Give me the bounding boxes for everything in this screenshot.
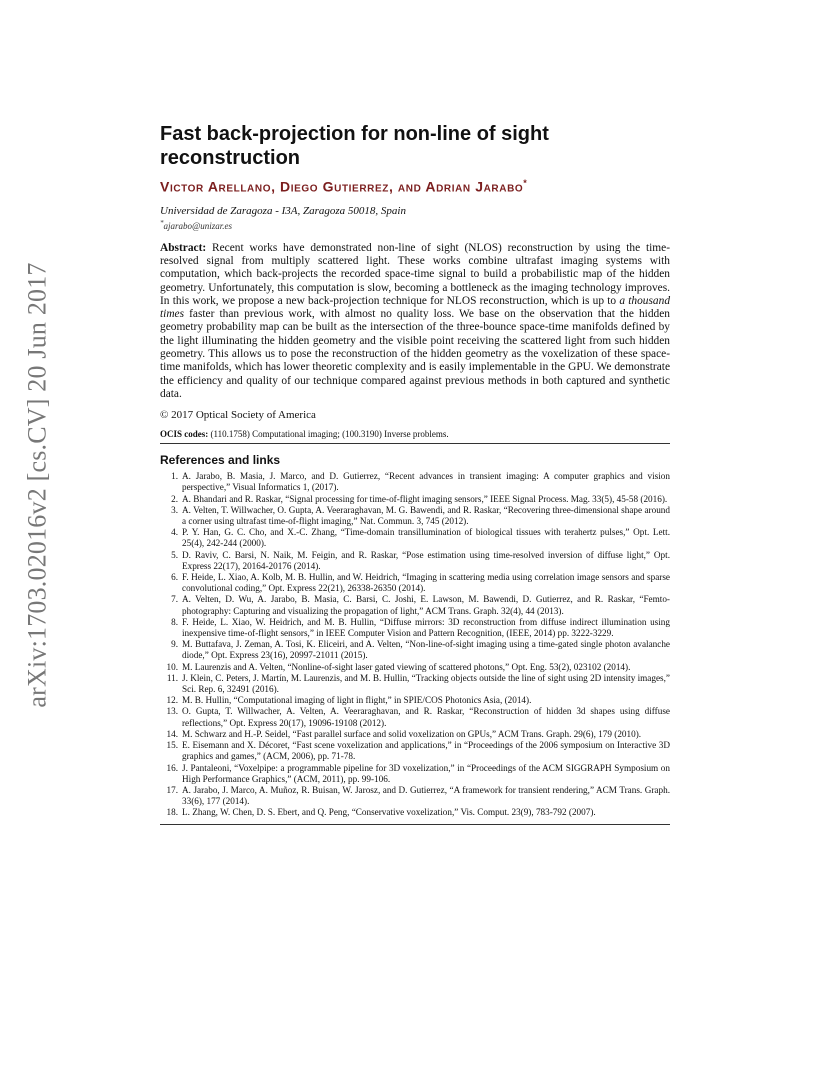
reference-item (160, 594, 670, 616)
reference-number: 7. (171, 594, 178, 605)
reference-text: A. Velten, D. Wu, A. Jarabo, B. Masia, C. Barsi, C. Joshi, E. Lawson, M. Bawendi, D. Gutierrez, and R. Raskar, “Femto-photography: Capturing and visualizing the propagation of light,” ACM Trans. Graph. 32(4), 44 (2013). (182, 594, 670, 616)
reference-text: O. Gupta, T. Willwacher, A. Velten, A. Veeraraghavan, and R. Raskar, “Reconstruction of hidden 3d shapes using diffuse reflections,” Opt. Express 20(17), 19096-19108 (2012). (182, 706, 670, 728)
email-mark: * (160, 218, 164, 227)
reference-item (160, 550, 670, 572)
reference-number: 12. (166, 695, 178, 706)
reference-item (160, 695, 670, 706)
reference-item (160, 471, 670, 493)
affiliation: Universidad de Zaragoza - I3A, Zaragoza 50018, Spain (160, 204, 406, 217)
reference-text: J. Pantaleoni, “Voxelpipe: a programmable pipeline for 3D voxelization,” in “Proceedings of the ACM SIGGRAPH Symposium on High Performance Graphics,” (ACM, 2011), pp. 99-106. (182, 762, 670, 784)
reference-text: F. Heide, L. Xiao, W. Heidrich, and M. B. Hullin, “Diffuse mirrors: 3D reconstruction from diffuse indirect illumination using inexpensive time-of-flight sensors,” in IEEE Computer Vision and Pattern Recognition, (IEEE, 2014) pp. 3222-3229. (182, 616, 670, 639)
arxiv-id: arXiv:1703.02016v2 [cs.CV] 20 Jun 2017 (23, 262, 53, 708)
reference-number: 9. (171, 639, 178, 650)
reference-number: 10. (166, 661, 178, 672)
reference-number: 11. (166, 672, 178, 683)
reference-item (160, 740, 670, 762)
reference-number: 15. (166, 740, 178, 751)
abstract-text-2: faster than previous work, with almost no quality loss. We base on the observation that the hidden geometry probability map can be built as the intersection of the three-bounce space-time manifolds defined by the light illuminating the hidden geometry and the visible point receiving the scattered light from such hidden geometry. This allows us to pose the reconstruction of the hidden geometry as the voxelization of these space-time manifolds, which has lower theoretic complexity and is easily implementable in the GPU. We demonstrate the efficiency and quality of our technique compared against previous methods in both captured and synthetic data. (160, 308, 670, 400)
ocis-codes (160, 429, 670, 439)
reference-number: 14. (166, 728, 178, 739)
reference-item (160, 763, 670, 785)
reference-text: M. Buttafava, J. Zeman, A. Tosi, K. Eliceiri, and A. Velten, “Non-line-of-sight imaging using a time-gated single photon avalanche diode,” Opt. Express 23(16), 20997-21011 (2015). (182, 639, 670, 661)
reference-item (160, 662, 670, 673)
references-divider (160, 824, 670, 825)
reference-item (160, 572, 670, 594)
paper-title: Fast back-projection for non-line of sight reconstruction (160, 123, 549, 169)
reference-number: 13. (166, 706, 178, 717)
reference-text: E. Eisemann and X. Décoret, “Fast scene voxelization and applications,” in “Proceedings of the 2006 symposium on Interactive 3D graphics and games,” (ACM, 2006), pp. 71-78. (182, 740, 670, 762)
reference-item (160, 639, 670, 661)
arxiv-stamp (21, 262, 55, 708)
section-divider (160, 443, 670, 444)
reference-number: 8. (171, 616, 178, 627)
reference-item (160, 673, 670, 695)
reference-number: 1. (171, 471, 178, 482)
reference-number: 5. (171, 549, 178, 560)
abstract-text-1: Recent works have demonstrated non-line of sight (NLOS) reconstruction by using the time-resolved signal from multiply scattered light. These works combine ultrafast imaging systems with computation, which back-projects the recorded space-time signal to build a probabilistic map of the hidden geometry. Unfortunately, this computation is slow, becoming a bottleneck as the imaging technology improves. In this work, we propose a new back-projection technique for NLOS reconstruction, which is up to (160, 241, 670, 307)
email-line (160, 218, 670, 232)
reference-number: 6. (171, 572, 178, 583)
reference-text: F. Heide, L. Xiao, A. Kolb, M. B. Hullin, and W. Heidrich, “Imaging in scattering media using correlation image sensors and sparse convolutional coding,” Opt. Express 22(21), 26338-26350 (2014). (182, 572, 670, 594)
reference-number: 2. (171, 493, 178, 504)
author-names: Victor Arellano, Diego Gutierrez, and Adrian Jarabo (160, 178, 524, 195)
reference-number: 3. (171, 504, 178, 515)
reference-text: M. Schwarz and H.-P. Seidel, “Fast parallel surface and solid voxelization on GPUs,” ACM Trans. Graph. 29(6), 179 (2010). (182, 728, 642, 739)
abstract (160, 242, 670, 402)
ocis-label: OCIS codes: (160, 429, 209, 440)
reference-text: L. Zhang, W. Chen, D. S. Ebert, and Q. Peng, “Conservative voxelization,” Vis. Comput. 23(9), 783-792 (2007). (182, 807, 596, 818)
ocis-text: (110.1758) Computational imaging; (100.3190) Inverse problems. (210, 429, 449, 440)
reference-number: 18. (166, 807, 178, 818)
reference-number: 4. (171, 527, 178, 538)
references-heading: References and links (160, 453, 281, 468)
reference-number: 16. (166, 762, 178, 773)
reference-number: 17. (166, 784, 178, 795)
reference-text: M. Laurenzis and A. Velten, “Nonline-of-sight laser gated viewing of scattered photons,” Opt. Eng. 53(2), 023102 (2014). (182, 661, 631, 672)
copyright-notice: © 2017 Optical Society of America (160, 409, 316, 422)
reference-text: A. Velten, T. Willwacher, O. Gupta, A. Veeraraghavan, M. G. Bawendi, and R. Raskar, “Recovering three-dimensional shape around a corner using ultrafast time-of-flight imaging,” Nat. Commun. 3, 745 (2012). (182, 504, 670, 527)
email-address[interactable]: ajarabo@unizar.es (163, 220, 233, 231)
abstract-label: Abstract: (160, 241, 207, 254)
reference-item (160, 807, 670, 818)
reference-item (160, 617, 670, 639)
reference-text: M. B. Hullin, “Computational imaging of light in flight,” in SPIE/COS Photonics Asia, (2014). (182, 695, 532, 706)
reference-item (160, 729, 670, 740)
corresponding-mark: * (523, 178, 528, 188)
reference-text: A. Jarabo, J. Marco, A. Muñoz, R. Buisan, W. Jarosz, and D. Gutierrez, “A framework for transient rendering,” ACM Trans. Graph. 33(6), 177 (2014). (182, 784, 670, 807)
reference-text: A. Jarabo, B. Masia, J. Marco, and D. Gutierrez, “Recent advances in transient imaging: A computer graphics and vision perspective,” Visual Informatics 1, (2017). (182, 471, 670, 493)
reference-item (160, 785, 670, 807)
paper-first-page (160, 122, 670, 825)
reference-text: A. Bhandari and R. Raskar, “Signal processing for time-of-flight imaging sensors,” IEEE Signal Process. Mag. 33(5), 45-58 (2016). (182, 493, 668, 504)
reference-text: D. Raviv, C. Barsi, N. Naik, M. Feigin, and R. Raskar, “Pose estimation using time-resolved inversion of diffuse light,” Opt. Express 22(17), 20164-20176 (2014). (182, 549, 670, 571)
reference-text: P. Y. Han, G. C. Cho, and X.-C. Zhang, “Time-domain transillumination of biological tissues with terahertz pulses,” Opt. Lett. 25(4), 242-244 (2000). (182, 527, 670, 549)
reference-text: J. Klein, C. Peters, J. Martín, M. Laurenzis, and M. B. Hullin, “Tracking objects outside the line of sight using 2D intensity images,” Sci. Rep. 6, 32491 (2016). (182, 672, 670, 695)
abstract-emphasis: a thousand times (160, 294, 671, 321)
reference-item (160, 505, 670, 527)
reference-item (160, 527, 670, 549)
reference-item (160, 494, 670, 505)
reference-item (160, 706, 670, 728)
references-list (160, 471, 670, 818)
author-list (160, 178, 670, 195)
